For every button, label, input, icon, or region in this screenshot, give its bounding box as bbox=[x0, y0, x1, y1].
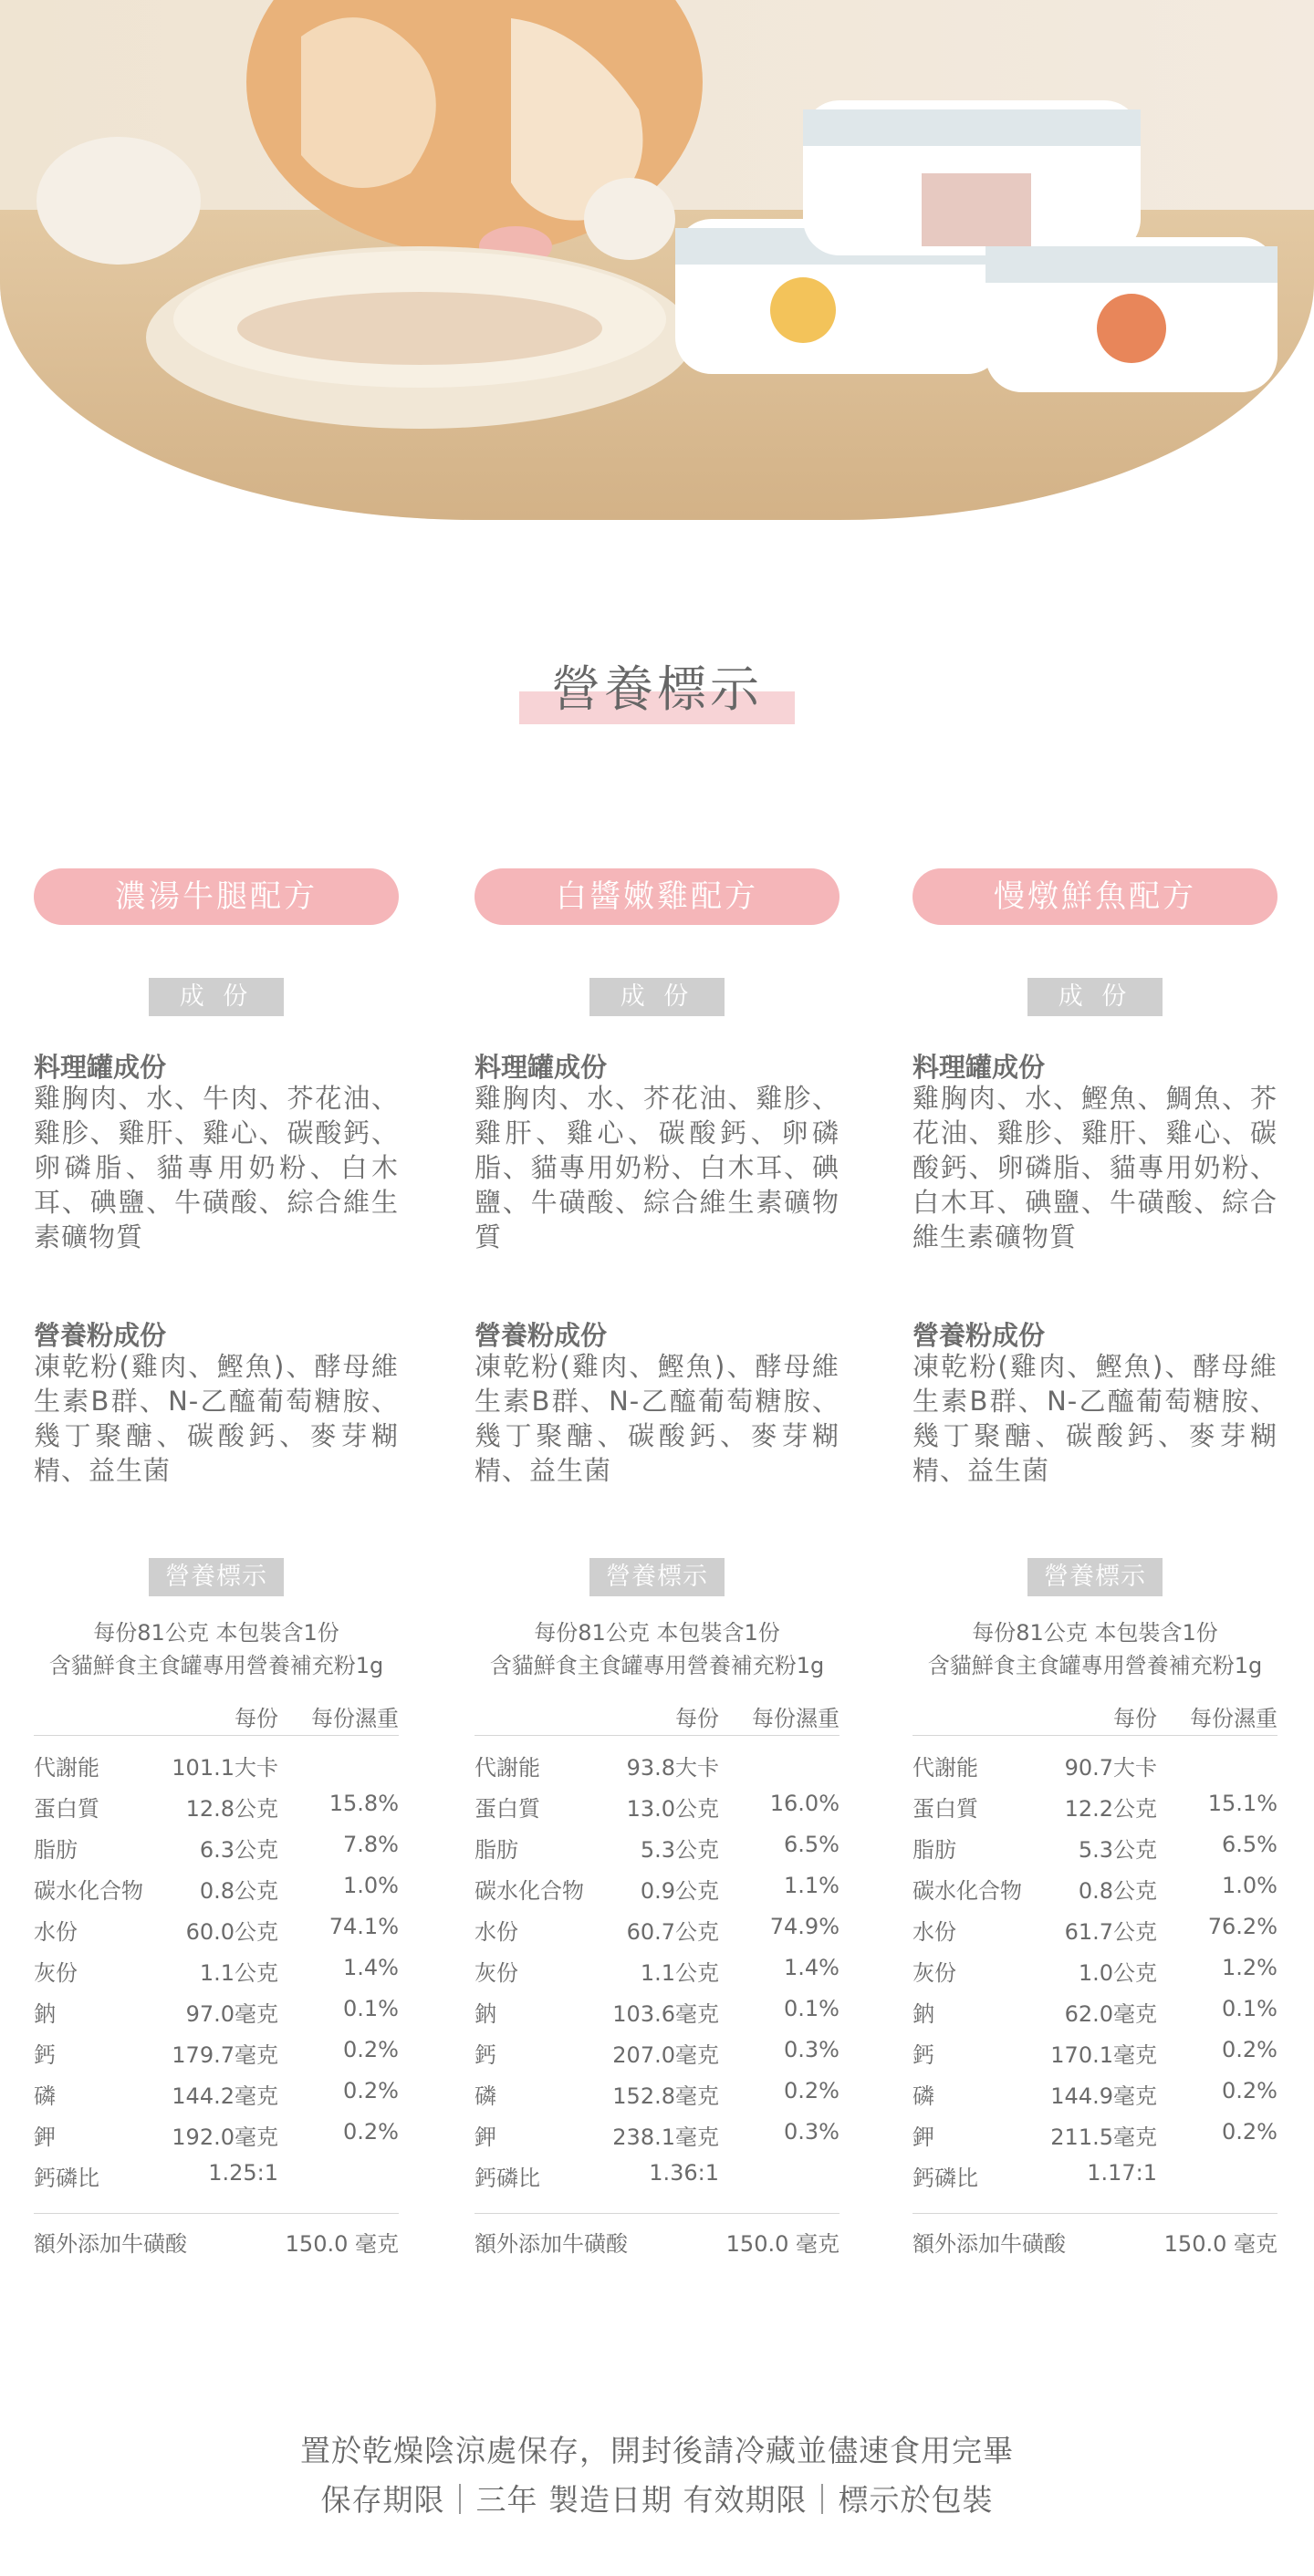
can-ingredients-text: 雞胸肉、水、牛肉、芥花油、雞胗、雞肝、雞心、碳酸鈣、卵磷脂、貓專用奶粉、白木耳、碘鹽、牛磺酸、綜合維生素礦物質 bbox=[34, 1083, 399, 1252]
serving-info bbox=[912, 1616, 1278, 1682]
nutrient-value: 60.7公克 bbox=[626, 1919, 719, 1945]
nutrient-value: 152.8毫克 bbox=[612, 2083, 719, 2109]
nutrient-value: 1.25:1 bbox=[208, 2160, 278, 2186]
nutrient-name: 鈣磷比 bbox=[912, 2166, 978, 2191]
nutrition-table bbox=[34, 1750, 399, 2201]
nutrient-value: 93.8大卡 bbox=[626, 1755, 719, 1781]
nutrient-name: 磷 bbox=[474, 2083, 496, 2109]
nutrient-percent: 76.2% bbox=[1207, 1914, 1278, 1939]
nutrient-name: 脂肪 bbox=[34, 1837, 78, 1863]
nutrient-value: 238.1毫克 bbox=[612, 2124, 719, 2150]
nutrient-percent: 0.2% bbox=[343, 2037, 399, 2062]
nutrition-row bbox=[474, 2078, 840, 2119]
nutrient-percent: 0.2% bbox=[343, 2119, 399, 2145]
nutrient-value: 13.0公克 bbox=[626, 1796, 719, 1822]
nutrient-name: 代謝能 bbox=[34, 1755, 99, 1781]
serving-info bbox=[34, 1616, 399, 1682]
wet-weight-header: 每份濕重 bbox=[311, 1706, 399, 1731]
expiry-line: 保存期限｜三年 製造日期 有效期限｜標示於包裝 bbox=[320, 2482, 994, 2518]
nutrient-name: 脂肪 bbox=[474, 1837, 518, 1863]
per-serving-header: 每份 bbox=[675, 1706, 719, 1731]
nutrition-row bbox=[474, 2160, 840, 2201]
nutrition-row bbox=[912, 2037, 1278, 2078]
nutrition-row bbox=[912, 1832, 1278, 1873]
nutrient-value: 12.2公克 bbox=[1064, 1796, 1157, 1822]
nutrient-percent: 0.1% bbox=[1222, 1996, 1278, 2021]
nutrition-row bbox=[34, 1914, 399, 1955]
nutrient-name: 脂肪 bbox=[912, 1837, 956, 1863]
nutrient-value: 5.3公克 bbox=[640, 1837, 719, 1863]
nutrient-name: 蛋白質 bbox=[34, 1796, 99, 1822]
nutrient-percent: 0.2% bbox=[1222, 2078, 1278, 2103]
nutrient-name: 鈣 bbox=[912, 2042, 934, 2068]
nutrient-value: 60.0公克 bbox=[185, 1919, 278, 1945]
nutrition-row bbox=[912, 1914, 1278, 1955]
page-title: 營養標示 bbox=[551, 660, 763, 718]
nutrition-row bbox=[34, 1791, 399, 1832]
nutrition-row bbox=[474, 2119, 840, 2160]
extra-name: 額外添加牛磺酸 bbox=[474, 2231, 628, 2257]
nutrition-table-header bbox=[34, 1698, 399, 1736]
can-ingredients-text: 雞胸肉、水、芥花油、雞胗、雞肝、雞心、碳酸鈣、卵磷脂、貓專用奶粉、白木耳、碘鹽、牛磺酸、綜合維生素礦物質 bbox=[474, 1083, 840, 1252]
nutrition-table bbox=[474, 1750, 840, 2201]
serving-includes: 含貓鮮食主食罐專用營養補充粉1g bbox=[927, 1653, 1263, 1678]
nutrient-value: 192.0毫克 bbox=[172, 2124, 278, 2150]
nutrition-row bbox=[34, 2037, 399, 2078]
nutrition-row bbox=[34, 2078, 399, 2119]
nutrient-name: 水份 bbox=[34, 1919, 78, 1945]
divider bbox=[474, 2213, 840, 2214]
nutrient-value: 90.7大卡 bbox=[1064, 1755, 1157, 1781]
nutrient-value: 1.1公克 bbox=[199, 1960, 278, 1986]
serving-size: 每份81公克 本包裝含1份 bbox=[972, 1620, 1218, 1646]
nutrient-percent: 1.4% bbox=[784, 1955, 840, 1980]
nutrient-percent: 0.2% bbox=[343, 2078, 399, 2103]
recipe-pill: 慢燉鮮魚配方 bbox=[912, 868, 1278, 925]
ingredients-tag: 成 份 bbox=[1027, 978, 1163, 1016]
nutrient-value: 1.36:1 bbox=[649, 2160, 719, 2186]
nutrient-name: 灰份 bbox=[34, 1960, 78, 1986]
nutrient-name: 鈉 bbox=[912, 2001, 934, 2027]
powder-ingredients-text: 凍乾粉(雞肉、鰹魚)、酵母維生素B群、N-乙醯葡萄糖胺、幾丁聚醣、碳酸鈣、麥芽糊精、益生菌 bbox=[474, 1351, 840, 1486]
nutrient-value: 5.3公克 bbox=[1078, 1837, 1157, 1863]
nutrition-row bbox=[912, 1955, 1278, 1996]
nutrition-row bbox=[474, 1873, 840, 1914]
nutrient-percent: 0.1% bbox=[343, 1996, 399, 2021]
nutrition-row bbox=[34, 1832, 399, 1873]
serving-includes: 含貓鮮食主食罐專用營養補充粉1g bbox=[48, 1653, 384, 1678]
nutrition-row bbox=[912, 2160, 1278, 2201]
serving-size: 每份81公克 本包裝含1份 bbox=[534, 1620, 780, 1646]
nutrient-name: 碳水化合物 bbox=[912, 1878, 1022, 1904]
nutrition-row bbox=[474, 1791, 840, 1832]
powder-ingredients-heading: 營養粉成份 bbox=[474, 1320, 608, 1351]
nutrition-table-header bbox=[912, 1698, 1278, 1736]
nutrient-value: 1.0公克 bbox=[1078, 1960, 1157, 1986]
nutrient-percent: 0.3% bbox=[784, 2119, 840, 2145]
nutrition-tag: 營養標示 bbox=[1027, 1558, 1163, 1596]
powder-ingredients-text: 凍乾粉(雞肉、鰹魚)、酵母維生素B群、N-乙醯葡萄糖胺、幾丁聚醣、碳酸鈣、麥芽糊精、益生菌 bbox=[912, 1351, 1278, 1486]
powder-ingredients-heading: 營養粉成份 bbox=[912, 1320, 1046, 1351]
nutrient-percent: 74.1% bbox=[328, 1914, 399, 1939]
nutrient-percent: 1.4% bbox=[343, 1955, 399, 1980]
nutrient-value: 61.7公克 bbox=[1064, 1919, 1157, 1945]
nutrient-percent: 15.8% bbox=[328, 1791, 399, 1816]
nutrient-percent: 6.5% bbox=[1222, 1832, 1278, 1857]
nutrient-name: 代謝能 bbox=[912, 1755, 978, 1781]
nutrient-value: 207.0毫克 bbox=[612, 2042, 719, 2068]
nutrition-row bbox=[34, 1996, 399, 2037]
nutrient-value: 6.3公克 bbox=[199, 1837, 278, 1863]
extra-name: 額外添加牛磺酸 bbox=[34, 2231, 187, 2257]
nutrient-value: 1.1公克 bbox=[640, 1960, 719, 1986]
nutrition-row bbox=[474, 1914, 840, 1955]
nutrient-value: 144.9毫克 bbox=[1050, 2083, 1157, 2109]
nutrient-percent: 0.1% bbox=[784, 1996, 840, 2021]
nutrition-row bbox=[474, 1832, 840, 1873]
nutrition-row bbox=[474, 1955, 840, 1996]
can-ingredients-text: 雞胸肉、水、鰹魚、鯛魚、芥花油、雞胗、雞肝、雞心、碳酸鈣、卵磷脂、貓專用奶粉、白木耳、碘鹽、牛磺酸、綜合維生素礦物質 bbox=[912, 1083, 1278, 1252]
recipe-column bbox=[34, 868, 399, 2257]
ingredients-tag: 成 份 bbox=[149, 978, 284, 1016]
ingredients-tag: 成 份 bbox=[589, 978, 725, 1016]
nutrient-name: 鉀 bbox=[912, 2124, 934, 2150]
nutrient-value: 0.9公克 bbox=[640, 1878, 719, 1904]
nutrient-name: 碳水化合物 bbox=[474, 1878, 584, 1904]
can-ingredients-heading: 料理罐成份 bbox=[34, 1052, 167, 1083]
per-serving-header: 每份 bbox=[1113, 1706, 1157, 1731]
nutrient-name: 鈣 bbox=[474, 2042, 496, 2068]
nutrient-percent: 0.2% bbox=[1222, 2119, 1278, 2145]
nutrient-value: 0.8公克 bbox=[1078, 1878, 1157, 1904]
nutrient-name: 水份 bbox=[474, 1919, 518, 1945]
nutrient-name: 鈉 bbox=[34, 2001, 56, 2027]
can-ingredients-heading: 料理罐成份 bbox=[912, 1052, 1046, 1083]
nutrient-name: 鉀 bbox=[474, 2124, 496, 2150]
extra-value: 150.0 毫克 bbox=[725, 2231, 840, 2257]
nutrition-row bbox=[912, 1873, 1278, 1914]
serving-includes: 含貓鮮食主食罐專用營養補充粉1g bbox=[489, 1653, 825, 1678]
nutrient-value: 0.8公克 bbox=[199, 1878, 278, 1904]
extra-name: 額外添加牛磺酸 bbox=[912, 2231, 1066, 2257]
nutrition-row bbox=[912, 2078, 1278, 2119]
nutrition-tag: 營養標示 bbox=[149, 1558, 284, 1596]
nutrient-value: 179.7毫克 bbox=[172, 2042, 278, 2068]
recipe-pill: 濃湯牛腿配方 bbox=[34, 868, 399, 925]
extra-value: 150.0 毫克 bbox=[1163, 2231, 1278, 2257]
recipe-pill: 白醬嫩雞配方 bbox=[474, 868, 840, 925]
nutrient-name: 鈣磷比 bbox=[474, 2166, 540, 2191]
nutrient-percent: 1.1% bbox=[784, 1873, 840, 1898]
nutrient-name: 蛋白質 bbox=[474, 1796, 540, 1822]
nutrition-table bbox=[912, 1750, 1278, 2201]
nutrient-value: 1.17:1 bbox=[1087, 2160, 1157, 2186]
nutrition-row bbox=[474, 1750, 840, 1791]
nutrient-name: 水份 bbox=[912, 1919, 956, 1945]
nutrient-name: 鉀 bbox=[34, 2124, 56, 2150]
extra-value: 150.0 毫克 bbox=[285, 2231, 399, 2257]
nutrition-row bbox=[912, 1750, 1278, 1791]
serving-size: 每份81公克 本包裝含1份 bbox=[93, 1620, 339, 1646]
nutrient-value: 211.5毫克 bbox=[1050, 2124, 1157, 2150]
nutrient-percent: 1.2% bbox=[1222, 1955, 1278, 1980]
recipe-column bbox=[912, 868, 1278, 2257]
nutrition-row bbox=[34, 1873, 399, 1914]
nutrient-name: 鈉 bbox=[474, 2001, 496, 2027]
recipe-column bbox=[474, 868, 840, 2257]
nutrient-percent: 1.0% bbox=[343, 1873, 399, 1898]
nutrient-percent: 74.9% bbox=[769, 1914, 840, 1939]
wet-weight-header: 每份濕重 bbox=[1190, 1706, 1278, 1731]
powder-ingredients-heading: 營養粉成份 bbox=[34, 1320, 167, 1351]
nutrient-name: 磷 bbox=[912, 2083, 934, 2109]
nutrient-percent: 16.0% bbox=[769, 1791, 840, 1816]
nutrient-name: 碳水化合物 bbox=[34, 1878, 143, 1904]
nutrition-row bbox=[912, 1791, 1278, 1832]
nutrition-row bbox=[912, 1996, 1278, 2037]
storage-line: 置於乾燥陰涼處保存，開封後請冷藏並儘速食用完畢 bbox=[300, 2433, 1014, 2468]
nutrition-row bbox=[912, 2119, 1278, 2160]
nutrient-percent: 7.8% bbox=[343, 1832, 399, 1857]
nutrient-value: 101.1大卡 bbox=[172, 1755, 278, 1781]
section-title bbox=[0, 657, 1314, 722]
nutrient-name: 灰份 bbox=[912, 1960, 956, 1986]
nutrient-value: 170.1毫克 bbox=[1050, 2042, 1157, 2068]
nutrient-percent: 0.3% bbox=[784, 2037, 840, 2062]
nutrient-percent: 0.2% bbox=[784, 2078, 840, 2103]
hero-image bbox=[0, 0, 1314, 520]
nutrition-row bbox=[34, 1750, 399, 1791]
nutrient-percent: 15.1% bbox=[1207, 1791, 1278, 1816]
nutrient-percent: 0.2% bbox=[1222, 2037, 1278, 2062]
nutrient-name: 磷 bbox=[34, 2083, 56, 2109]
nutrition-tag: 營養標示 bbox=[589, 1558, 725, 1596]
nutrient-value: 97.0毫克 bbox=[185, 2001, 278, 2027]
nutrient-value: 144.2毫克 bbox=[172, 2083, 278, 2109]
nutrient-value: 12.8公克 bbox=[185, 1796, 278, 1822]
nutrient-name: 灰份 bbox=[474, 1960, 518, 1986]
nutrient-name: 鈣磷比 bbox=[34, 2166, 99, 2191]
nutrient-value: 103.6毫克 bbox=[612, 2001, 719, 2027]
divider bbox=[34, 2213, 399, 2214]
nutrition-row bbox=[34, 2119, 399, 2160]
nutrient-name: 蛋白質 bbox=[912, 1796, 978, 1822]
nutrition-row bbox=[34, 1955, 399, 1996]
powder-ingredients-text: 凍乾粉(雞肉、鰹魚)、酵母維生素B群、N-乙醯葡萄糖胺、幾丁聚醣、碳酸鈣、麥芽糊精、益生菌 bbox=[34, 1351, 399, 1486]
can-ingredients-heading: 料理罐成份 bbox=[474, 1052, 608, 1083]
nutrition-table-header bbox=[474, 1698, 840, 1736]
serving-info bbox=[474, 1616, 840, 1682]
storage-note bbox=[0, 2426, 1314, 2525]
divider bbox=[912, 2213, 1278, 2214]
nutrient-value: 62.0毫克 bbox=[1064, 2001, 1157, 2027]
nutrition-row bbox=[474, 2037, 840, 2078]
nutrient-name: 代謝能 bbox=[474, 1755, 540, 1781]
wet-weight-header: 每份濕重 bbox=[752, 1706, 840, 1731]
nutrient-percent: 6.5% bbox=[784, 1832, 840, 1857]
nutrition-row bbox=[474, 1996, 840, 2037]
nutrient-percent: 1.0% bbox=[1222, 1873, 1278, 1898]
nutrition-row bbox=[34, 2160, 399, 2201]
per-serving-header: 每份 bbox=[235, 1706, 278, 1731]
nutrient-name: 鈣 bbox=[34, 2042, 56, 2068]
